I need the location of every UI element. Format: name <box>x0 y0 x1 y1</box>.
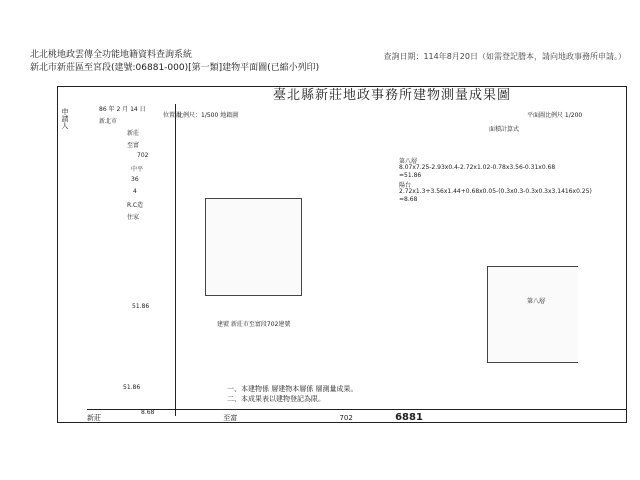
system-header <box>30 49 319 75</box>
floor-plan-tag: 第八層 <box>527 298 546 305</box>
formula-line-3: 2.72x1.3+3.56x1.44+0.68x0.05-(0.3x0.3-0.3x0.3x3.1416x0.25) <box>399 188 592 195</box>
floor-scale: 平面圖比例尺 1/200 <box>527 112 583 119</box>
formula-heading: 第八層 <box>399 158 418 165</box>
formula-line-2: =51.86 <box>399 172 422 179</box>
annex-area: 8.68 <box>141 409 155 416</box>
footer-subsection: 702 <box>339 414 353 422</box>
location-scale: 比例尺：1/500 地籍圖 <box>177 112 239 119</box>
building-no: 702 <box>137 152 149 159</box>
system-title: 北北桃地政雲傳全功能地籍資料查詢系統 <box>30 50 193 60</box>
document-subtitle: 新北市新莊區至宮段(建號:06881-000)[第一類]建物平面圖(已縮小列印) <box>30 63 320 73</box>
print-note: 查詢日期：114年8月20日（如需登記謄本，請向地政事務所申請。） <box>383 52 626 61</box>
form-side-label: 申請人 <box>61 108 69 129</box>
main-use: 住家 <box>127 214 140 221</box>
footer-lane: 至富 <box>223 414 238 422</box>
footer-district: 新莊 <box>87 414 101 422</box>
total-area: 51.86 <box>123 384 141 391</box>
location-label: 位置圖 <box>163 112 182 119</box>
form-table <box>57 104 176 416</box>
formula-line-4: =8.68 <box>399 196 418 203</box>
note-1: 一、本建物係 層建物本層係 層測量成果。 <box>227 385 358 393</box>
sheet-title: 臺北縣新莊地政事務所建物測量成果圖 <box>272 88 511 103</box>
lane: 36 <box>131 176 139 183</box>
district: 新莊 <box>127 130 140 137</box>
floor-plan <box>487 266 578 363</box>
apply-date: 86 年 2 月 14 日 <box>99 106 146 113</box>
number: 4 <box>133 188 137 195</box>
area-calc-label: 面積計算式 <box>489 126 520 133</box>
formula-heading-2: 陽台 <box>399 182 412 189</box>
street: 中平 <box>131 166 144 173</box>
note-2: 二、本成果表以建物登記為限。 <box>227 395 325 403</box>
section: 至富 <box>127 142 140 149</box>
location-map <box>205 198 302 296</box>
footer-building-no: 6881 <box>395 412 423 423</box>
survey-sheet <box>57 86 627 423</box>
formula-line-1: 8.07x7.25-2.93x0.4-2.72x1.02-0.78x3.56-0.31x0.68 <box>399 164 556 171</box>
building-note: 建號 新莊市至富段702建號 <box>217 321 291 328</box>
city: 新北市 <box>99 118 118 125</box>
floor-8-area: 51.86 <box>132 303 150 310</box>
footer-row <box>87 409 627 423</box>
structure: R.C造 <box>127 202 144 209</box>
